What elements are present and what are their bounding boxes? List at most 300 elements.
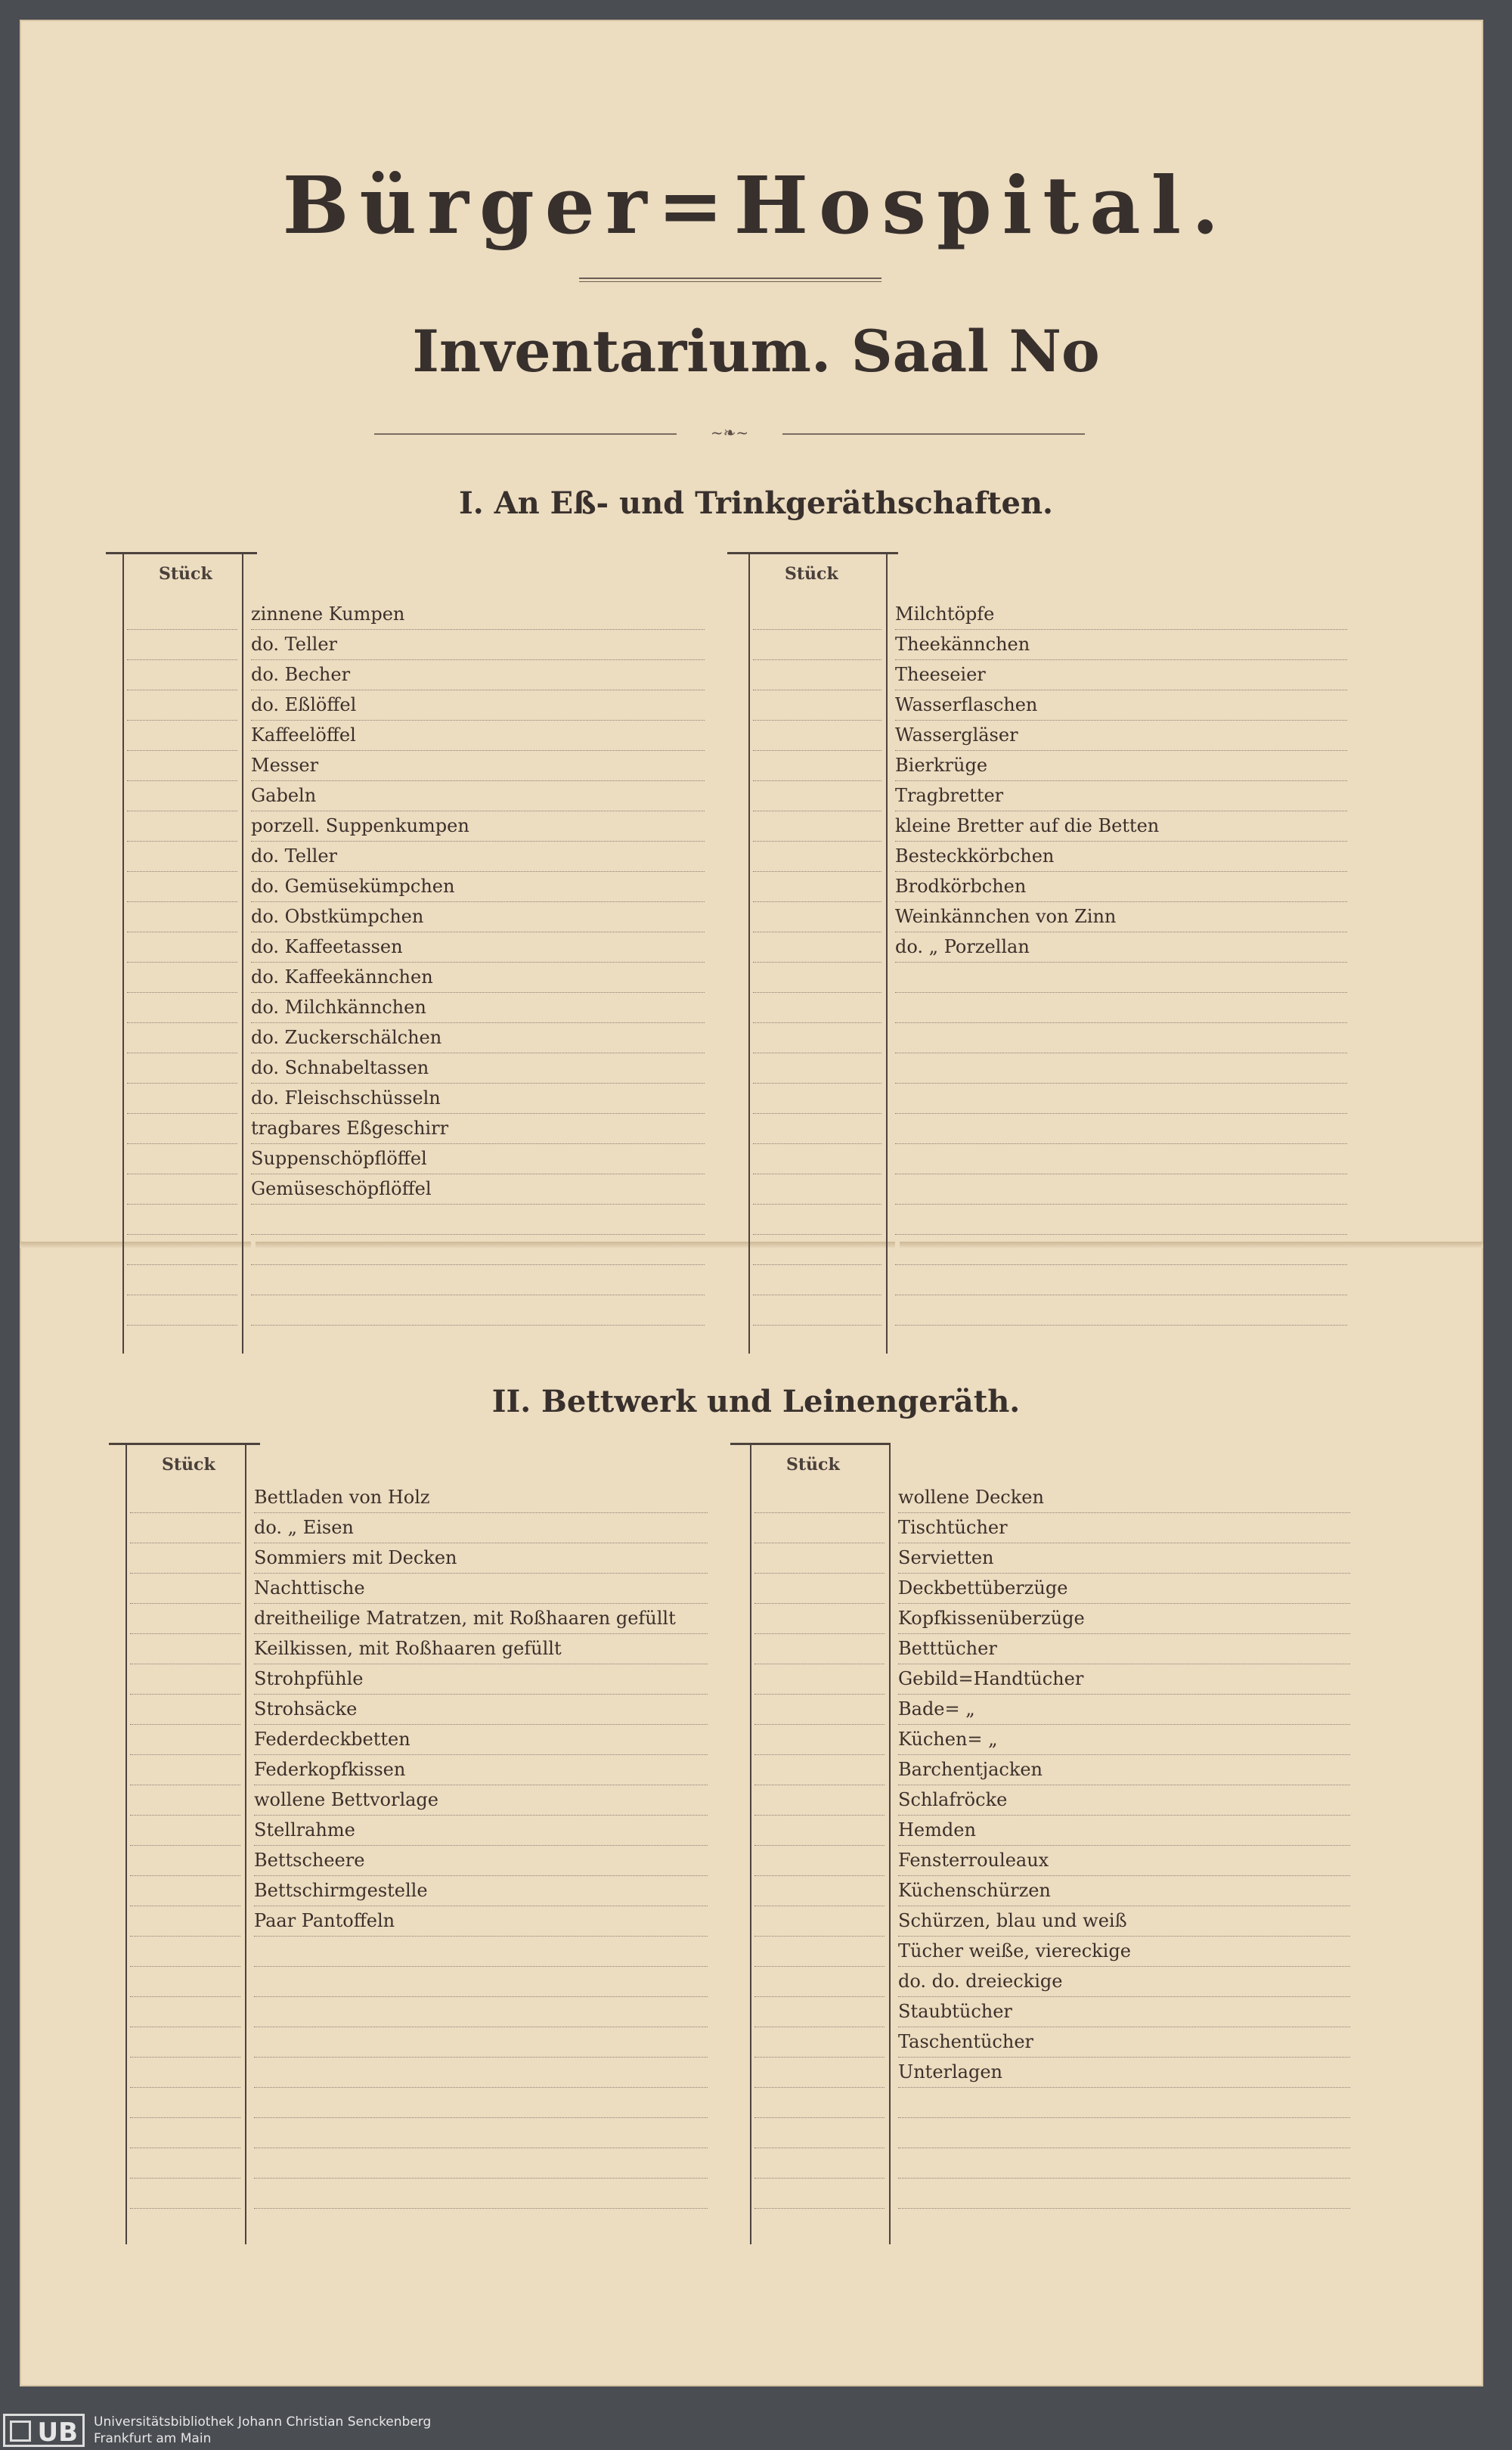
- ledger-row: [730, 1543, 1371, 1573]
- item-label: Wasserflaschen: [895, 694, 1042, 715]
- column-header-rule: [730, 1443, 889, 1445]
- item-label: [895, 966, 900, 988]
- item-label: Gebild=Handtücher: [898, 1668, 1088, 1689]
- stueck-count-cell: [130, 1724, 240, 1755]
- item-label: do. Fleischschüsseln: [251, 1087, 445, 1109]
- item-cell: [898, 1724, 1350, 1755]
- ledger-row: [727, 1083, 1368, 1113]
- stueck-count-cell: [130, 1906, 240, 1937]
- item-cell: [254, 1815, 708, 1846]
- item-cell: [898, 1875, 1350, 1906]
- item-cell: [898, 1996, 1350, 2027]
- item-cell: [895, 1295, 1347, 1326]
- ledger-row: [730, 1936, 1371, 1966]
- ledger-row: [730, 1603, 1371, 1633]
- item-cell: [895, 1143, 1347, 1174]
- ledger-row: [106, 901, 726, 932]
- item-label: Brodkörbchen: [895, 876, 1030, 897]
- stueck-count-cell: [127, 1295, 237, 1326]
- stueck-count-cell: [127, 599, 237, 630]
- stueck-count-cell: [127, 1113, 237, 1144]
- footer-line-1: Universitätsbibliothek Johann Christian Senckenberg: [94, 2414, 432, 2430]
- item-cell: [895, 690, 1347, 721]
- ledger-row: [727, 1295, 1368, 1325]
- stueck-count-cell: [753, 1143, 881, 1174]
- item-cell: [254, 1543, 708, 1574]
- stueck-count-cell: [130, 1482, 240, 1513]
- stueck-count-cell: [130, 1633, 240, 1664]
- item-cell: [254, 1694, 708, 1725]
- item-cell: [254, 1785, 708, 1816]
- item-label: Federkopfkissen: [254, 1759, 410, 1780]
- item-label: [895, 1118, 900, 1139]
- item-cell: [895, 629, 1347, 660]
- item-label: Küchen= „: [898, 1729, 1002, 1750]
- item-cell: [898, 1512, 1350, 1543]
- ledger-row: [727, 750, 1368, 780]
- item-cell: [895, 1264, 1347, 1295]
- column-header-rule: [106, 552, 257, 554]
- document-subtitle: Inventarium. Saal No: [412, 318, 1100, 385]
- stueck-count-cell: [130, 2117, 240, 2148]
- item-label: Strohpfühle: [254, 1668, 368, 1689]
- stueck-count-cell: [753, 901, 881, 932]
- ledger-row: [727, 629, 1368, 659]
- stueck-count-cell: [754, 2087, 885, 2118]
- item-cell: [895, 599, 1347, 630]
- stueck-count-cell: [127, 811, 237, 842]
- ledger-row: [106, 962, 726, 992]
- ledger-row: [109, 1512, 729, 1543]
- item-cell: [251, 932, 705, 963]
- item-label: do. Eßlöffel: [251, 694, 361, 715]
- ledger-row: [109, 1694, 729, 1724]
- item-cell: [898, 1694, 1350, 1725]
- item-label: Staubtücher: [898, 2001, 1017, 2022]
- item-label: [898, 2122, 903, 2143]
- item-cell: [254, 1482, 708, 1513]
- item-label: Keilkissen, mit Roßhaaren gefüllt: [254, 1638, 566, 1659]
- item-cell: [251, 1083, 705, 1114]
- ledger-row: [109, 1936, 729, 1966]
- item-cell: [895, 1204, 1347, 1235]
- stueck-count-cell: [127, 1264, 237, 1295]
- item-cell: [254, 1603, 708, 1634]
- item-cell: [254, 2057, 708, 2088]
- item-cell: [251, 871, 705, 902]
- stueck-count-cell: [754, 2117, 885, 2148]
- ledger-row: [730, 1845, 1371, 1875]
- ledger-row: [109, 1996, 729, 2027]
- item-cell: [898, 1815, 1350, 1846]
- stueck-count-cell: [127, 1083, 237, 1114]
- item-label: Sommiers mit Decken: [254, 1547, 462, 1568]
- stueck-count-cell: [753, 1053, 881, 1084]
- ledger-row: [730, 1785, 1371, 1815]
- item-label: [895, 1269, 900, 1290]
- item-label: [895, 1027, 900, 1048]
- stueck-count-cell: [130, 1754, 240, 1785]
- stueck-count-cell: [127, 841, 237, 872]
- ledger-row: [106, 1204, 726, 1234]
- stueck-count-cell: [754, 1754, 885, 1785]
- item-label: Bierkrüge: [895, 755, 992, 776]
- stueck-count-cell: [754, 1996, 885, 2027]
- item-cell: [254, 1573, 708, 1604]
- ledger-row: [109, 1543, 729, 1573]
- item-label: [898, 2182, 903, 2203]
- stueck-count-cell: [127, 1053, 237, 1084]
- item-label: Stellrahme: [254, 1819, 360, 1841]
- item-label: do. Kaffeetassen: [251, 936, 407, 957]
- item-cell: [895, 992, 1347, 1023]
- item-cell: [251, 1143, 705, 1174]
- item-label: do. Gemüsekümpchen: [251, 876, 459, 897]
- stueck-count-cell: [127, 871, 237, 902]
- item-label: Messer: [251, 755, 323, 776]
- item-cell: [251, 1295, 705, 1326]
- item-cell: [895, 901, 1347, 932]
- item-label: [251, 1239, 256, 1260]
- item-label: Deckbettüberzüge: [898, 1577, 1072, 1599]
- item-label: porzell. Suppenkumpen: [251, 815, 474, 836]
- item-cell: [898, 1664, 1350, 1695]
- ledger-row: [106, 1022, 726, 1053]
- stueck-count-cell: [127, 932, 237, 963]
- ledger-row: [109, 1966, 729, 1996]
- item-label: [898, 2152, 903, 2173]
- ledger-row: [730, 1815, 1371, 1845]
- stueck-count-cell: [754, 1785, 885, 1816]
- ledger-row: [106, 932, 726, 962]
- ledger-row: [730, 2148, 1371, 2178]
- item-label: [895, 1148, 900, 1169]
- ledger-row: [106, 811, 726, 841]
- item-cell: [251, 1204, 705, 1235]
- ledger-row: [730, 1906, 1371, 1936]
- item-cell: [254, 2178, 708, 2209]
- footer-caption: [94, 2414, 431, 2447]
- stueck-count-cell: [754, 1906, 885, 1937]
- item-cell: [895, 1083, 1347, 1114]
- stueck-count-cell: [127, 659, 237, 690]
- ledger-row: [106, 690, 726, 720]
- item-label: Schürzen, blau und weiß: [898, 1910, 1132, 1931]
- item-cell: [898, 1482, 1350, 1513]
- item-label: Barchentjacken: [898, 1759, 1047, 1780]
- item-cell: [251, 1053, 705, 1084]
- ledger-row: [727, 811, 1368, 841]
- item-cell: [898, 1633, 1350, 1664]
- ledger-row: [730, 1875, 1371, 1906]
- stueck-count-cell: [753, 811, 881, 842]
- item-label: Fensterrouleaux: [898, 1850, 1053, 1871]
- stueck-count-cell: [754, 1936, 885, 1967]
- item-label: wollene Bettvorlage: [254, 1789, 443, 1810]
- item-cell: [895, 780, 1347, 811]
- item-cell: [254, 1512, 708, 1543]
- item-label: [898, 2092, 903, 2113]
- item-cell: [251, 750, 705, 781]
- item-label: [254, 1940, 259, 1962]
- item-cell: [251, 1113, 705, 1144]
- item-cell: [251, 720, 705, 751]
- ledger-row: [727, 992, 1368, 1022]
- item-cell: [251, 901, 705, 932]
- item-cell: [898, 2148, 1350, 2179]
- stueck-count-cell: [753, 1174, 881, 1205]
- item-label: dreitheilige Matratzen, mit Roßhaaren gefüllt: [254, 1608, 680, 1629]
- item-label: tragbares Eßgeschirr: [251, 1118, 453, 1139]
- ledger-row: [727, 1053, 1368, 1083]
- stueck-count-cell: [754, 1664, 885, 1695]
- item-cell: [254, 1724, 708, 1755]
- item-label: do. Teller: [251, 845, 342, 867]
- stueck-count-cell: [753, 659, 881, 690]
- ledger-row: [106, 1174, 726, 1204]
- item-cell: [895, 1113, 1347, 1144]
- stueck-count-cell: [753, 750, 881, 781]
- item-cell: [895, 811, 1347, 842]
- item-cell: [251, 1174, 705, 1205]
- stueck-header: Stück: [159, 564, 212, 584]
- stueck-count-cell: [127, 780, 237, 811]
- footer-line-2: Frankfurt am Main: [94, 2431, 212, 2446]
- item-label: [895, 1057, 900, 1078]
- ledger-row: [730, 1573, 1371, 1603]
- item-cell: [254, 1633, 708, 1664]
- stueck-count-cell: [130, 1815, 240, 1846]
- ledger-row: [727, 690, 1368, 720]
- item-cell: [898, 1906, 1350, 1937]
- stueck-count-cell: [130, 2057, 240, 2088]
- item-label: Besteckkörbchen: [895, 845, 1058, 867]
- item-cell: [895, 932, 1347, 963]
- ledger-row: [106, 1264, 726, 1295]
- item-cell: [898, 1543, 1350, 1574]
- stueck-count-cell: [130, 2148, 240, 2179]
- stueck-count-cell: [754, 1482, 885, 1513]
- ledger-row: [730, 2087, 1371, 2117]
- stueck-count-cell: [754, 1573, 885, 1604]
- stueck-count-cell: [753, 1204, 881, 1235]
- stueck-count-cell: [753, 992, 881, 1023]
- stueck-count-cell: [130, 1996, 240, 2027]
- item-cell: [254, 1754, 708, 1785]
- stueck-count-cell: [754, 1875, 885, 1906]
- item-cell: [251, 811, 705, 842]
- ledger-row: [109, 2148, 729, 2178]
- ledger-row: [109, 1906, 729, 1936]
- stueck-count-cell: [130, 1936, 240, 1967]
- item-label: do. Milchkännchen: [251, 997, 431, 1018]
- stueck-count-cell: [754, 2027, 885, 2058]
- item-cell: [898, 2057, 1350, 2088]
- item-label: [895, 997, 900, 1018]
- ledger-row: [730, 2057, 1371, 2087]
- stueck-count-cell: [754, 1724, 885, 1755]
- ledger-row: [730, 1996, 1371, 2027]
- ledger-row: [730, 2178, 1371, 2208]
- section-2-left-table: [109, 1443, 729, 2244]
- ledger-row: [109, 1482, 729, 1512]
- stueck-count-cell: [127, 629, 237, 660]
- item-label: Bettschirmgestelle: [254, 1880, 432, 1901]
- stueck-count-cell: [753, 1022, 881, 1053]
- item-label: Paar Pantoffeln: [254, 1910, 399, 1931]
- stueck-count-cell: [753, 599, 881, 630]
- stueck-header: Stück: [162, 1455, 215, 1475]
- stueck-count-cell: [754, 1512, 885, 1543]
- ledger-row: [727, 901, 1368, 932]
- item-cell: [898, 1936, 1350, 1967]
- item-label: kleine Bretter auf die Betten: [895, 815, 1163, 836]
- section-1-heading: I. An Eß- und Trinkgeräthschaften.: [459, 485, 1053, 521]
- stueck-count-cell: [753, 780, 881, 811]
- item-cell: [895, 1053, 1347, 1084]
- item-label: do. Obstkümpchen: [251, 906, 428, 927]
- ledger-row: [109, 2057, 729, 2087]
- stueck-header: Stück: [786, 1455, 840, 1475]
- ledger-row: [730, 2117, 1371, 2148]
- item-cell: [895, 962, 1347, 993]
- ub-logo: UB: [3, 2414, 85, 2447]
- item-cell: [898, 1573, 1350, 1604]
- item-cell: [898, 1603, 1350, 1634]
- item-cell: [254, 2117, 708, 2148]
- item-label: [895, 1208, 900, 1230]
- ledger-row: [106, 992, 726, 1022]
- ledger-row: [109, 1633, 729, 1664]
- item-cell: [251, 659, 705, 690]
- column-header-rule: [727, 552, 898, 554]
- item-cell: [898, 1785, 1350, 1816]
- item-label: do. do. dreieckige: [898, 1971, 1067, 1992]
- item-cell: [254, 1845, 708, 1876]
- ledger-row: [730, 1482, 1371, 1512]
- ledger-row: [730, 1966, 1371, 1996]
- ledger-row: [727, 1234, 1368, 1264]
- stueck-count-cell: [753, 841, 881, 872]
- item-label: Kaffeelöffel: [251, 724, 361, 746]
- item-label: [254, 2031, 259, 2052]
- ledger-row: [106, 720, 726, 750]
- stueck-count-cell: [130, 1875, 240, 1906]
- ledger-row: [106, 871, 726, 901]
- item-label: Strohsäcke: [254, 1698, 361, 1720]
- item-label: [895, 1299, 900, 1320]
- item-label: do. Teller: [251, 634, 342, 655]
- title-rule: [579, 278, 881, 282]
- stueck-count-cell: [754, 1633, 885, 1664]
- stueck-count-cell: [127, 720, 237, 751]
- item-cell: [895, 720, 1347, 751]
- ledger-row: [727, 1113, 1368, 1143]
- ledger-row: [727, 1204, 1368, 1234]
- stueck-count-cell: [754, 2148, 885, 2179]
- stueck-count-cell: [127, 1174, 237, 1205]
- item-label: [254, 2122, 259, 2143]
- item-label: Küchenschürzen: [898, 1880, 1055, 1901]
- stueck-count-cell: [130, 1603, 240, 1634]
- item-label: Weinkännchen von Zinn: [895, 906, 1120, 927]
- ledger-row: [106, 1234, 726, 1264]
- item-cell: [254, 1996, 708, 2027]
- ledger-row: [109, 1603, 729, 1633]
- ledger-row: [730, 1724, 1371, 1754]
- item-label: [251, 1208, 256, 1230]
- stueck-count-cell: [130, 1573, 240, 1604]
- item-cell: [898, 2178, 1350, 2209]
- ledger-row: [730, 1754, 1371, 1785]
- section-1-left-table: [106, 552, 726, 1354]
- item-cell: [898, 1754, 1350, 1785]
- stueck-count-cell: [753, 962, 881, 993]
- item-cell: [898, 1845, 1350, 1876]
- stueck-count-cell: [753, 1295, 881, 1326]
- item-label: Servietten: [898, 1547, 999, 1568]
- ledger-row: [730, 1664, 1371, 1694]
- item-label: Taschentücher: [898, 2031, 1038, 2052]
- ledger-row: [106, 1083, 726, 1113]
- item-cell: [251, 1234, 705, 1265]
- ledger-row: [106, 1113, 726, 1143]
- item-cell: [895, 1022, 1347, 1053]
- ledger-row: [109, 2117, 729, 2148]
- item-cell: [254, 1966, 708, 1997]
- item-label: Gabeln: [251, 785, 321, 806]
- item-label: Milchtöpfe: [895, 603, 999, 625]
- item-cell: [251, 629, 705, 660]
- stueck-count-cell: [753, 1234, 881, 1265]
- item-label: Wassergläser: [895, 724, 1023, 746]
- item-label: Theekännchen: [895, 634, 1034, 655]
- stueck-count-cell: [754, 1694, 885, 1725]
- item-label: Kopfkissenüberzüge: [898, 1608, 1089, 1629]
- item-label: Tragbretter: [895, 785, 1008, 806]
- stueck-count-cell: [754, 2057, 885, 2088]
- stueck-count-cell: [127, 1204, 237, 1235]
- stueck-count-cell: [130, 2087, 240, 2118]
- item-cell: [251, 992, 705, 1023]
- item-label: [254, 2092, 259, 2113]
- item-cell: [895, 750, 1347, 781]
- ledger-row: [727, 659, 1368, 690]
- ledger-row: [109, 2087, 729, 2117]
- ledger-row: [730, 1512, 1371, 1543]
- stueck-count-cell: [130, 2027, 240, 2058]
- ledger-row: [109, 1875, 729, 1906]
- ledger-row: [109, 1573, 729, 1603]
- item-cell: [895, 1234, 1347, 1265]
- section-2-heading: II. Bettwerk und Leinengeräth.: [491, 1384, 1021, 1419]
- ledger-row: [730, 1633, 1371, 1664]
- ledger-row: [106, 1053, 726, 1083]
- item-cell: [251, 1022, 705, 1053]
- stueck-header: Stück: [785, 564, 838, 584]
- item-label: zinnene Kumpen: [251, 603, 409, 625]
- item-label: Suppenschöpflöffel: [251, 1148, 432, 1169]
- item-label: [254, 2182, 259, 2203]
- ledger-row: [727, 1264, 1368, 1295]
- ledger-row: [106, 841, 726, 871]
- item-label: [254, 2061, 259, 2082]
- ledger-row: [109, 1724, 729, 1754]
- item-cell: [254, 1875, 708, 1906]
- item-label: Theeseier: [895, 664, 990, 685]
- item-label: do. Zuckerschälchen: [251, 1027, 446, 1048]
- item-label: do. Kaffeekännchen: [251, 966, 438, 988]
